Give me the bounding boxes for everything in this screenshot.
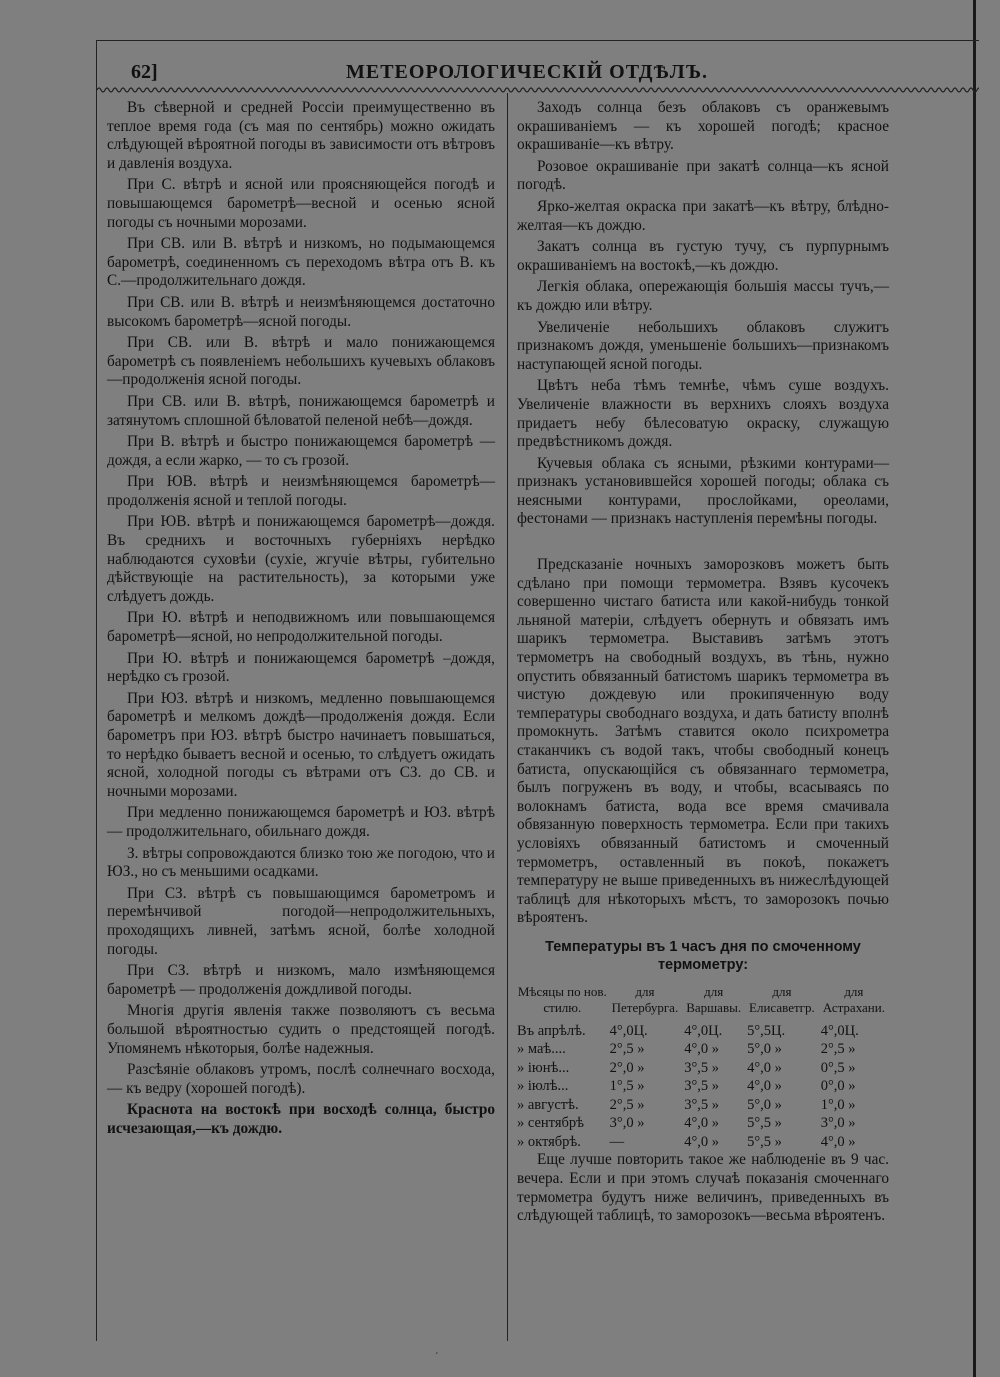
column-header: для Астрахани. — [822, 983, 885, 1015]
month-cell: » маѣ.... — [517, 1041, 566, 1058]
table-row — [517, 1133, 889, 1152]
month-cell: Въ апрѣлѣ. — [517, 1022, 586, 1039]
paragraph: При Ю. вѣтрѣ и понижающемся барометрѣ –дождя, нерѣдко съ грозой. — [107, 649, 495, 686]
temperature-cell: 2°,0 » — [609, 1059, 645, 1076]
print-mark: ´ — [435, 1352, 439, 1363]
paragraph: Разсѣяніе облаковъ утромъ, послѣ солнечнаго восхода, — къ ведру (хорошей погодѣ). — [107, 1061, 495, 1097]
month-cell: » іюнѣ... — [517, 1059, 570, 1076]
paragraph: При медленно понижающемся барометрѣ и ЮЗ. вѣтрѣ — продолжительнаго, обильнаго дождя. — [107, 804, 495, 840]
paragraph: Увеличеніе небольшихъ облаковъ служитъ признакомъ дождя, уменьшеніе большихъ—признакомъ наступающей ясной погоды. — [517, 318, 889, 373]
temperature-cell: 4°,0Ц. — [684, 1022, 723, 1039]
paragraph: Кучевыя облака съ ясными, рѣзкими контурами—признакъ установившейся хорошей погоды; облака съ неясными контурами, прослойками, ореолами, фестонами — признакъ наступленія перемѣны погоды. — [517, 454, 889, 528]
temperature-cell: 4°,0Ц. — [609, 1022, 648, 1039]
temperature-cell: 3°,5 » — [684, 1096, 720, 1113]
temperature-cell: 4°,0 » — [684, 1041, 720, 1058]
column-header: для Петербурга. — [611, 983, 679, 1015]
paragraph: Розовое окрашиваніе при закатѣ солнца—къ ясной погодѣ. — [517, 157, 889, 194]
paragraph: При СЗ. вѣтрѣ съ повышающимся барометромъ и перемѣнчивой погодой—непродолжительныхъ, проходящихъ ливней, затѣмъ ясной, болѣе холодной погоды. — [107, 884, 495, 958]
paragraph: Многія другія явленія также позволяютъ съ весьма большой вѣроятностью судить о предстоящей погодѣ. Упомянемъ нѣкоторыя, болѣе надежныя. — [107, 1002, 495, 1057]
paragraph: При В. вѣтрѣ и быстро понижающемся барометрѣ — дождя, а если жарко, — то съ грозой. — [107, 433, 495, 469]
paragraph: З. вѣтры сопровождаются близко тою же погодою, что и ЮЗ., но съ меньшими осадками. — [107, 844, 495, 881]
table-row — [517, 1096, 889, 1115]
paragraph: При ЮВ. вѣтрѣ и неизмѣняющемся барометрѣ—продолженія ясной и теплой погоды. — [107, 473, 495, 509]
paragraph: Цвѣтъ неба тѣмъ темнѣе, чѣмъ суше воздухъ. Увеличеніе влажности въ верхнихъ слояхъ воздуха придаетъ небу бѣлесоватую окраску, служащую предвѣстникомъ дождя. — [517, 377, 889, 451]
column-header: для Варшавы. — [686, 983, 742, 1015]
paragraph: Въ сѣверной и средней Россіи преимущественно въ теплое время года (съ мая по сентябрь) можно ожидать слѣдующей вѣроятной погоды въ зависимости отъ вѣтровъ и давленія воздуха. — [107, 99, 495, 172]
temperature-cell: 5°,0 » — [747, 1041, 782, 1058]
temperature-cell: 3°,5 » — [684, 1078, 720, 1095]
paragraph: Заходъ солнца безъ облаковъ съ оранжевымъ окрашиваніемъ — къ хорошей погодѣ; красное окрашиваніе—къ вѣтру. — [517, 99, 889, 154]
month-cell: » октябрѣ. — [517, 1133, 581, 1150]
paragraph: Краснота на востокѣ при восходѣ солнца, быстро исчезающая,—къ дождю. — [107, 1101, 495, 1137]
temperature-cell: 4°,0 » — [747, 1078, 782, 1095]
closing-paragraph: Еще лучше повторить такое же наблюденіе въ 9 час. вечера. Если и при этомъ случаѣ показанія смоченнаго термометра будутъ ниже величинъ, приведенныхъ въ слѣдующей таблицѣ, то заморозокъ—весьма вѣроятенъ. — [517, 1151, 889, 1225]
temperature-cell: 3°,5 » — [684, 1059, 720, 1076]
temperature-cell: 2°,5 » — [609, 1096, 645, 1113]
temperature-table — [517, 984, 889, 1152]
temperature-cell: 5°,5 » — [747, 1115, 782, 1132]
paragraph: При СВ. или В. вѣтрѣ и низкомъ, но подымающемся барометрѣ, соединенномъ съ переходомъ вѣтра отъ В. къ С.—продолжительнаго дождя. — [107, 235, 495, 290]
table-row — [517, 1077, 889, 1096]
temperature-cell: 0°,5 » — [820, 1059, 856, 1076]
table-row — [517, 1114, 889, 1133]
paragraph: При СЗ. вѣтрѣ и низкомъ, мало измѣняющемся барометрѣ — продолженія дождливой погоды. — [107, 962, 495, 998]
table-row — [517, 1040, 889, 1059]
running-title: МЕТЕОРОЛОГИЧЕСКІЙ ОТДѢЛЪ. — [345, 61, 709, 83]
temperature-cell: 1°,5 » — [609, 1078, 645, 1095]
temperature-cell: 5°,0 » — [747, 1096, 782, 1113]
month-cell: » сентябрѣ — [517, 1115, 584, 1132]
temperature-cell: — — [609, 1133, 625, 1150]
table-title: Температуры въ 1 часъ дня по смоченному термометру: — [545, 938, 861, 973]
paragraph: Закатъ солнца въ густую тучу, съ пурпурнымъ окрашиваніемъ на востокѣ,—къ дождю. — [517, 238, 889, 274]
paragraph: При Ю. вѣтрѣ и неподвижномъ или повышающемся барометрѣ—ясной, но непродолжительной погоды. — [107, 609, 495, 646]
temperature-cell: 1°,0 » — [820, 1096, 856, 1113]
column-header: для Елисаветгр. — [749, 983, 815, 1015]
left-column — [107, 99, 495, 1141]
paragraph: Легкія облака, опережающія большія массы тучъ,—къ дождю или вѣтру. — [517, 278, 889, 314]
wavy-rule — [97, 85, 979, 95]
temperature-cell: 5°,5 » — [747, 1133, 782, 1150]
month-cell: » іюлѣ... — [517, 1078, 569, 1095]
table-row — [517, 1059, 889, 1078]
paragraph: При ЮВ. вѣтрѣ и понижающемся барометрѣ—дождя. Въ среднихъ и восточныхъ губерніяхъ нерѣдко наблюдаются суховѣи (сухіе, жгучіе вѣтры, губительно дѣйствующіе на растительность), за которыми уже слѣдуетъ дождь. — [107, 513, 495, 605]
temperature-cell: 4°,0 » — [820, 1133, 856, 1150]
temperature-cell: 2°,5 » — [820, 1041, 856, 1058]
paragraph: При СВ. или В. вѣтрѣ, понижающемся барометрѣ и затянутомъ сплошной бѣловатой пеленой небѣ—дождя. — [107, 392, 495, 429]
temperature-cell: 4°,0 » — [684, 1133, 720, 1150]
paragraph: При СВ. или В. вѣтрѣ и неизмѣняющемся достаточно высокомъ барометрѣ—ясной погоды. — [107, 293, 495, 330]
temperature-cell: 0°,0 » — [820, 1078, 856, 1095]
right-column — [517, 99, 889, 1229]
table-row — [517, 1022, 889, 1041]
temperature-cell: 4°,0 » — [684, 1115, 720, 1132]
page-number: 62] — [131, 61, 158, 83]
page-header — [97, 55, 979, 85]
column-header: Мѣсяцы по нов. стилю. — [517, 983, 607, 1015]
column-divider — [507, 93, 508, 1341]
month-cell: » августѣ. — [517, 1096, 579, 1113]
paragraph: При СВ. или В. вѣтрѣ и мало понижающемся барометрѣ съ появленіемъ небольшихъ кучевыхъ облаковъ—продолженія ясной погоды. — [107, 334, 495, 389]
temperature-cell: 3°,0 » — [609, 1115, 645, 1132]
temperature-cell: 3°,0 » — [820, 1115, 856, 1132]
frost-paragraph: Предсказаніе ночныхъ заморозковъ можетъ быть сдѣлано при помощи термометра. Взявъ кусочекъ совершенно чистаго батиста или какой-нибудь тонкой льняной матеріи, слѣдуетъ обернуть и обвязать имъ шарикъ термометра. Выставивъ затѣмъ этотъ термометръ на свободный воздухъ, въ тѣнь, нужно опустить обвязанный батистомъ шарикъ термометра въ чистую дождевую или прокипяченную воду температуры свободнаго воздуха, и дать батисту вполнѣ промокнуть. Затѣмъ ставится около психрометра стаканчикъ съ водой такъ, чтобы свободный конецъ батиста, опускающійся съ обвязаннаго термометра, былъ погруженъ въ воду, и чтобы, всасываясь по волокнамъ батиста, вода все время смачивала обвязанную поверхность термометра. Если при такихъ условіяхъ обвязанный батистомъ и смоченный термометръ, оставленный въ покоѣ, покажетъ температуру не выше приведенныхъ въ нижеслѣдующей таблицѣ для нѣкоторыхъ мѣстъ, то заморозокъ почью вѣроятенъ. — [517, 556, 889, 927]
page — [96, 40, 979, 1341]
paragraph: При ЮЗ. вѣтрѣ и низкомъ, медленно повышающемся барометрѣ и мелкомъ дождѣ—продолженія дождя. Если барометръ при ЮЗ. вѣтрѣ быстро начинаетъ повышаться, то нерѣдко бываетъ весной и осенью, то слѣдуетъ ожидать ясной, холодной погоды съ вѣтрами отъ СЗ. до СВ. и ночными морозами. — [107, 689, 495, 800]
temperature-cell: 5°,5Ц. — [747, 1022, 786, 1039]
temperature-cell: 4°,0 » — [747, 1059, 782, 1076]
temperature-cell: 2°,5 » — [609, 1041, 645, 1058]
paragraph: Ярко-желтая окраска при закатѣ—къ вѣтру, блѣдно-желтая—къ дождю. — [517, 197, 889, 234]
temperature-cell: 4°,0Ц. — [820, 1022, 859, 1039]
paragraph: При С. вѣтрѣ и ясной или проясняющейся погодѣ и повышающемся барометрѣ—весной и осенью ясной погоды съ ночными морозами. — [107, 176, 495, 231]
